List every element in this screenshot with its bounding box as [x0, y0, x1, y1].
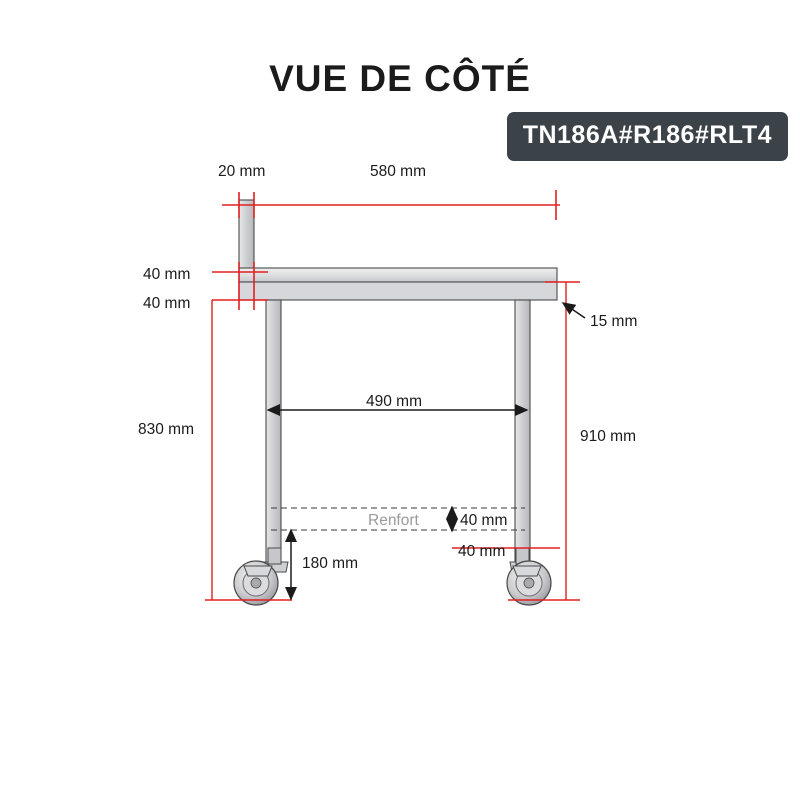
- dim-renfort-to-base: 40 mm: [458, 543, 506, 560]
- leg-left: [266, 300, 281, 562]
- dim-right-height: 910 mm: [580, 428, 636, 445]
- caster-right: [507, 548, 551, 605]
- apron-rail: [239, 282, 557, 300]
- dim-inner-width: 490 mm: [366, 393, 422, 410]
- dim-thickness: 15 mm: [590, 313, 638, 330]
- dim-upper-offset: 40 mm: [143, 266, 191, 283]
- table-top: [239, 268, 557, 282]
- leg-right: [515, 300, 530, 562]
- label-renfort: Renfort: [368, 512, 419, 529]
- dim-top-span: 580 mm: [370, 163, 426, 180]
- dim-caster-height: 180 mm: [302, 555, 358, 572]
- backsplash-upstand: [239, 200, 254, 272]
- dim-lower-offset: 40 mm: [143, 295, 191, 312]
- caster-left: [234, 548, 288, 605]
- page-title: VUE DE CÔTÉ: [269, 58, 531, 99]
- reference-badge: TN186A#R186#RLT4: [507, 112, 788, 161]
- dim-renfort-height: 40 mm: [460, 512, 508, 529]
- dim-left-height: 830 mm: [138, 421, 194, 438]
- dim-top-left-width: 20 mm: [218, 163, 266, 180]
